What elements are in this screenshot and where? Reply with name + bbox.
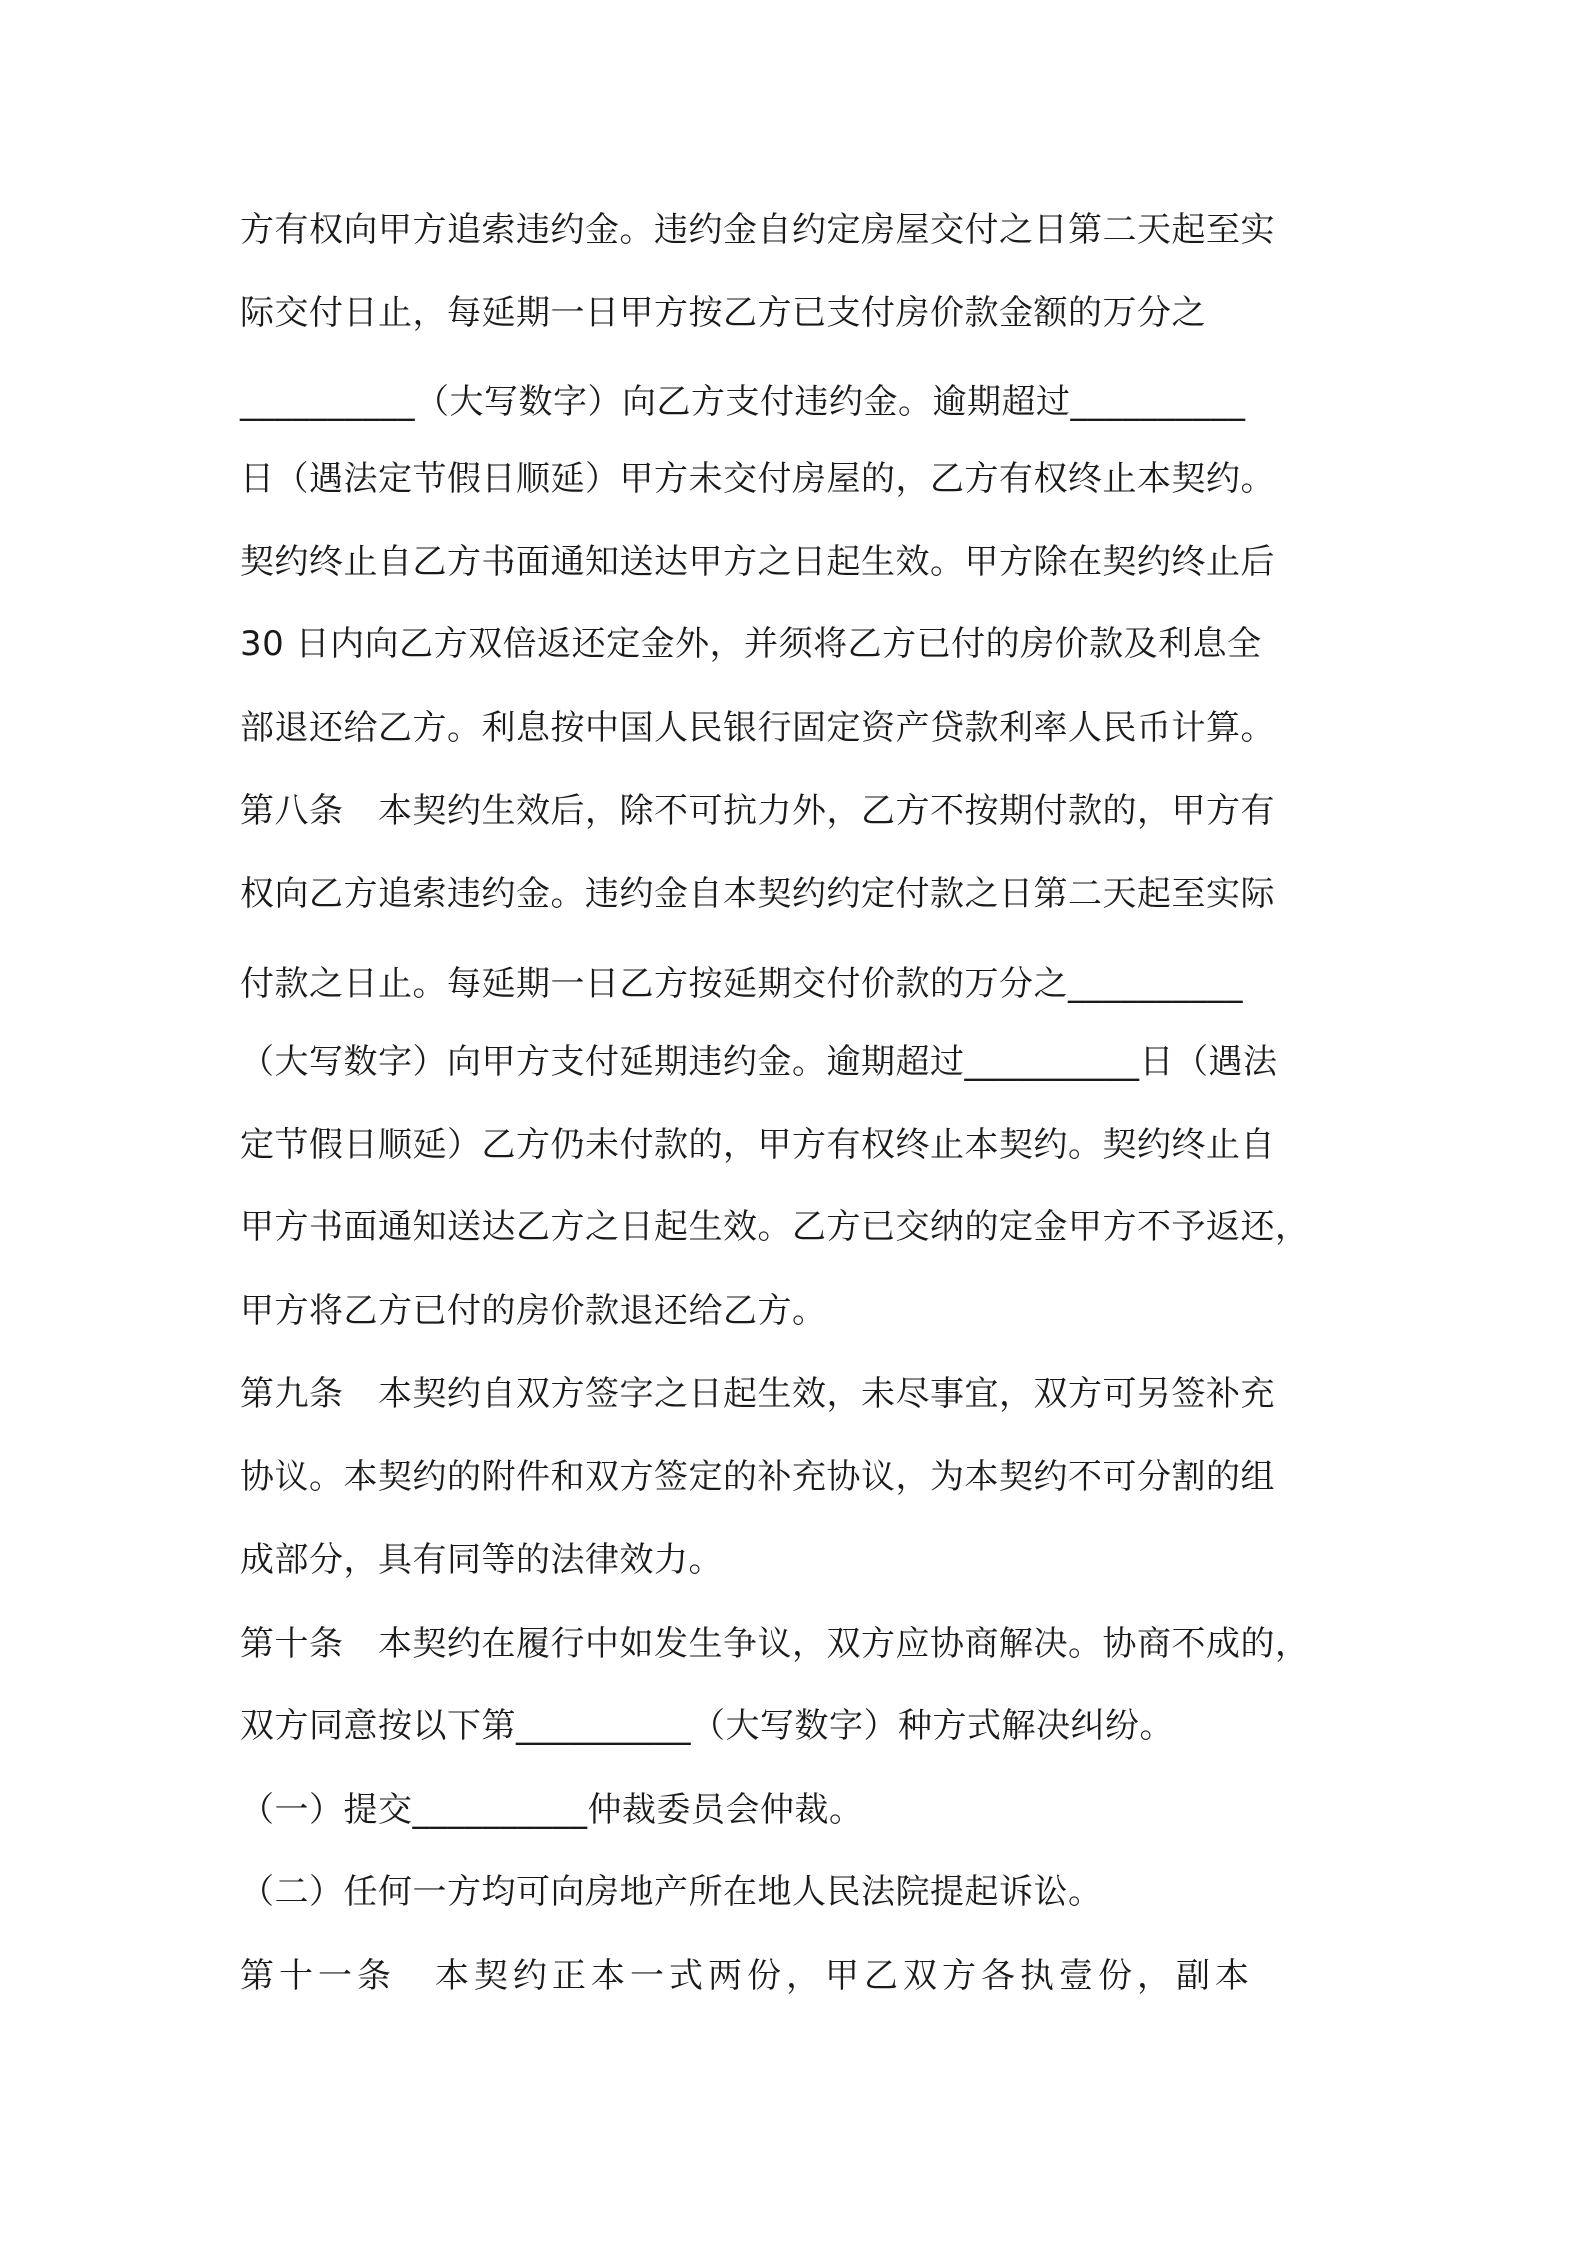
text-line: 甲方书面通知送达乙方之日起生效。乙方已交纳的定金甲方不予返还，: [240, 1207, 1310, 1247]
option-one: （一）提交__________仲裁委员会仲裁。: [240, 1790, 864, 1830]
text-line: 际交付日止，每延期一日甲方按乙方已支付房价款金额的万分之: [240, 293, 1206, 333]
text-line: 付款之日止。每延期一日乙方按延期交付价款的万分之__________: [240, 964, 1243, 1004]
text-line: 日（遇法定节假日顺延）甲方未交付房屋的，乙方有权终止本契约。: [240, 459, 1275, 499]
text-line: 权向乙方追索违约金。违约金自本契约约定付款之日第二天起至实际: [240, 874, 1275, 914]
text-line: 双方同意按以下第__________（大写数字）种方式解决纠纷。: [240, 1706, 1174, 1746]
clause-11-heading: 第十一条 本契约正本一式两份，甲乙双方各执壹份，副本: [240, 1956, 1254, 1996]
text-line: 部退还给乙方。利息按中国人民银行固定资产贷款利率人民币计算。: [240, 708, 1275, 748]
text-line: 30 日内向乙方双倍返还定金外，并须将乙方已付的房价款及利息全: [240, 624, 1262, 664]
text-line: 方有权向甲方追索违约金。违约金自约定房屋交付之日第二天起至实: [240, 210, 1275, 250]
clause-8-heading: 第八条 本契约生效后，除不可抗力外，乙方不按期付款的，甲方有: [240, 791, 1275, 831]
text-line: （大写数字）向甲方支付延期违约金。逾期超过__________日（遇法: [240, 1042, 1278, 1082]
text-line: __________（大写数字）向乙方支付违约金。逾期超过__________: [240, 382, 1246, 422]
text-line: 契约终止自乙方书面通知送达甲方之日起生效。甲方除在契约终止后: [240, 542, 1275, 582]
text-line: 甲方将乙方已付的房价款退还给乙方。: [240, 1291, 827, 1331]
clause-10-heading: 第十条 本契约在履行中如发生争议，双方应协商解决。协商不成的，: [240, 1624, 1310, 1664]
text-line: 协议。本契约的附件和双方签定的补充协议，为本契约不可分割的组: [240, 1457, 1275, 1497]
clause-9-heading: 第九条 本契约自双方签字之日起生效，未尽事宜，双方可另签补充: [240, 1374, 1275, 1414]
text-line: 定节假日顺延）乙方仍未付款的，甲方有权终止本契约。契约终止自: [240, 1125, 1275, 1165]
text-line: 成部分，具有同等的法律效力。: [240, 1540, 723, 1580]
option-two: （二）任何一方均可向房地产所在地人民法院提起诉讼。: [240, 1872, 1103, 1912]
